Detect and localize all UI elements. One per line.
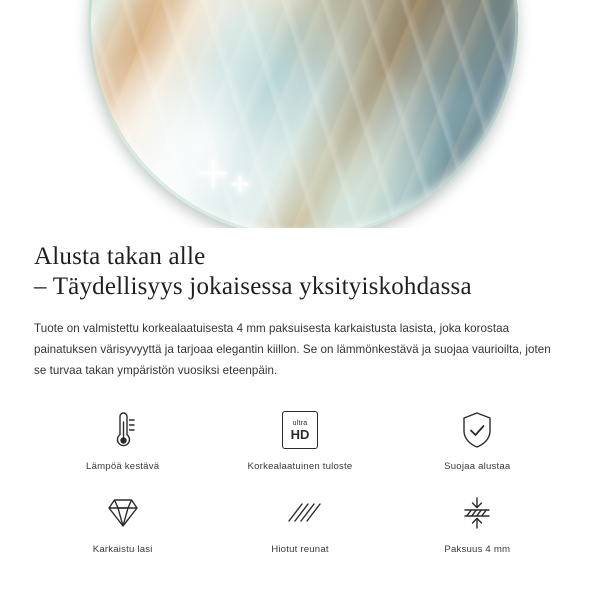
feature-item xyxy=(215,490,385,555)
headline-line-2: – Täydellisyys jokaisessa yksityiskohdassa xyxy=(34,273,472,300)
feature-item xyxy=(215,407,385,472)
feature-label: Suojaa alustaa xyxy=(444,461,511,472)
diamond-icon xyxy=(38,490,208,536)
feature-item xyxy=(38,407,208,472)
feature-label: Lämpöä kestävä xyxy=(86,461,160,472)
feature-label: Paksuus 4 mm xyxy=(444,544,511,555)
hero-image xyxy=(0,0,600,228)
thermometer-icon xyxy=(38,407,208,453)
ultra-hd-badge-bottom: HD xyxy=(290,426,310,442)
content-section xyxy=(0,228,600,555)
description-paragraph: Tuote on valmistettu korkealaatuisesta 4 mm paksuisesta karkaistusta lasista, joka korostaa painatuksen värisyvyyttä ja tarjoaa elegantin kiillon. Se on lämmönkestävä ja suojaa vaurioilta, joten se turvaa takan ympäristön vuosiksi eteenpäin. xyxy=(34,322,551,377)
page-title xyxy=(34,228,566,302)
feature-label: Karkaistu lasi xyxy=(92,544,153,555)
shield-check-icon xyxy=(392,407,562,453)
polished-edges-icon xyxy=(215,490,385,536)
ultra-hd-icon xyxy=(215,407,385,453)
thickness-arrows-icon xyxy=(392,490,562,536)
glass-disc-product-image xyxy=(88,0,518,228)
ultra-hd-badge-top: ultra xyxy=(292,419,308,427)
headline-line-1: Alusta takan alle xyxy=(34,243,206,270)
feature-item xyxy=(392,490,562,555)
feature-label: Korkealaatuinen tuloste xyxy=(247,461,353,472)
feature-item xyxy=(392,407,562,472)
feature-item xyxy=(38,490,208,555)
feature-label: Hiotut reunat xyxy=(271,544,329,555)
feature-grid xyxy=(34,407,566,555)
